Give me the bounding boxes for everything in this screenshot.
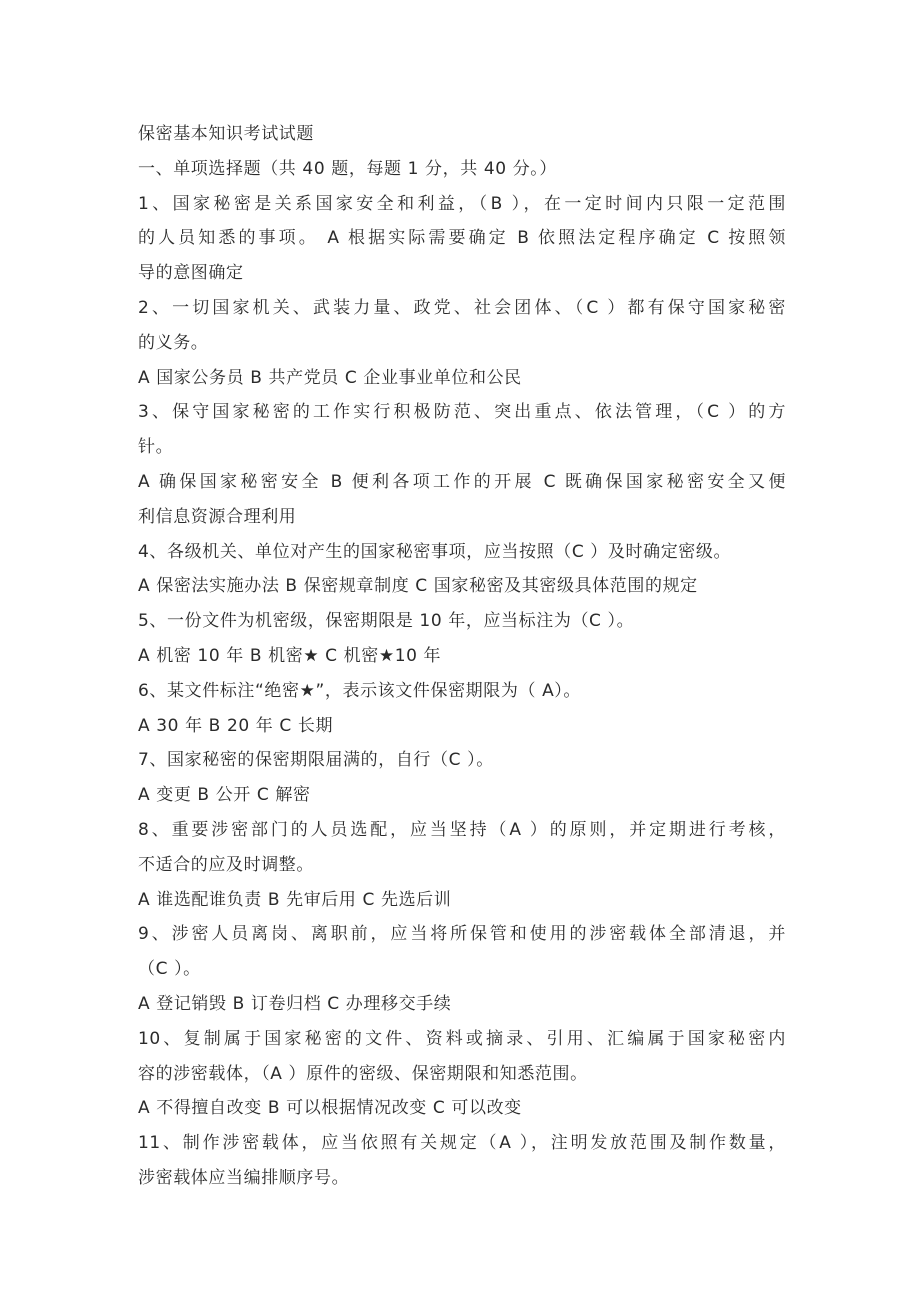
question-9-line-1: 9、涉密人员离岗、离职前，应当将所保管和使用的涉密载体全部清退，并 xyxy=(138,924,786,945)
question-9-options: A 登记销毁 B 订卷归档 C 办理移交手续 xyxy=(138,993,452,1014)
question-8-line-1: 8、重要涉密部门的人员选配，应当坚持（A ）的原则，并定期进行考核， xyxy=(138,819,786,840)
question-11-line-1: 11、制作涉密载体，应当依照有关规定（A ），注明发放范围及制作数量， xyxy=(138,1133,786,1154)
section-heading: 一、单项选择题（共 40 题，每题 1 分，共 40 分。） xyxy=(138,158,558,179)
question-2-options: A 国家公务员 B 共产党员 C 企业事业单位和公民 xyxy=(138,367,522,388)
question-11-line-2: 涉密载体应当编排顺序号。 xyxy=(138,1167,350,1188)
question-3-line-2: 针。 xyxy=(138,437,174,458)
question-7-line-1: 7、国家秘密的保密期限届满的，自行（C ）。 xyxy=(138,750,494,771)
question-1-line-3: 导的意图确定 xyxy=(138,263,244,284)
question-3-line-1: 3、保守国家秘密的工作实行积极防范、突出重点、依法管理，（C ）的方 xyxy=(138,402,786,423)
question-3-options-line-2: 利信息资源合理利用 xyxy=(138,506,297,527)
question-10-line-2: 容的涉密载体，（A ）原件的密级、保密期限和知悉范围。 xyxy=(138,1063,588,1084)
document-title: 保密基本知识考试试题 xyxy=(138,124,314,144)
question-4-line-1: 4、各级机关、单位对产生的国家秘密事项，应当按照（C ）及时确定密级。 xyxy=(138,541,732,562)
question-6-line-1: 6、某文件标注“绝密★”，表示该文件保密期限为（ A）。 xyxy=(138,680,582,701)
question-2-line-1: 2、一切国家机关、武装力量、政党、社会团体、（C ）都有保守国家秘密 xyxy=(138,297,786,318)
document-body xyxy=(138,117,786,1196)
question-7-options: A 变更 B 公开 C 解密 xyxy=(138,785,311,806)
question-3-options-line-1: A 确保国家秘密安全 B 便利各项工作的开展 C 既确保国家秘密安全又便 xyxy=(138,471,786,492)
question-5-options: A 机密 10 年 B 机密★ C 机密★10 年 xyxy=(138,645,442,666)
question-9-line-2: （C ）。 xyxy=(138,959,201,980)
question-5-line-1: 5、一份文件为机密级，保密期限是 10 年，应当标注为（C ）。 xyxy=(138,611,635,632)
question-1-line-2: 的人员知悉的事项。 A 根据实际需要确定 B 依照法定程序确定 C 按照领 xyxy=(138,228,786,249)
question-4-options: A 保密法实施办法 B 保密规章制度 C 国家秘密及其密级具体范围的规定 xyxy=(138,576,698,597)
question-10-options: A 不得擅自改变 B 可以根据情况改变 C 可以改变 xyxy=(138,1098,522,1119)
question-8-options: A 谁选配谁负责 B 先审后用 C 先选后训 xyxy=(138,889,452,910)
question-2-line-2: 的义务。 xyxy=(138,332,209,353)
question-1-line-1: 1、国家秘密是关系国家安全和利益，（B ），在一定时间内只限一定范围 xyxy=(138,193,786,214)
question-6-options: A 30 年 B 20 年 C 长期 xyxy=(138,715,334,736)
question-8-line-2: 不适合的应及时调整。 xyxy=(138,854,314,875)
question-10-line-1: 10、复制属于国家秘密的文件、资料或摘录、引用、汇编属于国家秘密内 xyxy=(138,1028,786,1049)
